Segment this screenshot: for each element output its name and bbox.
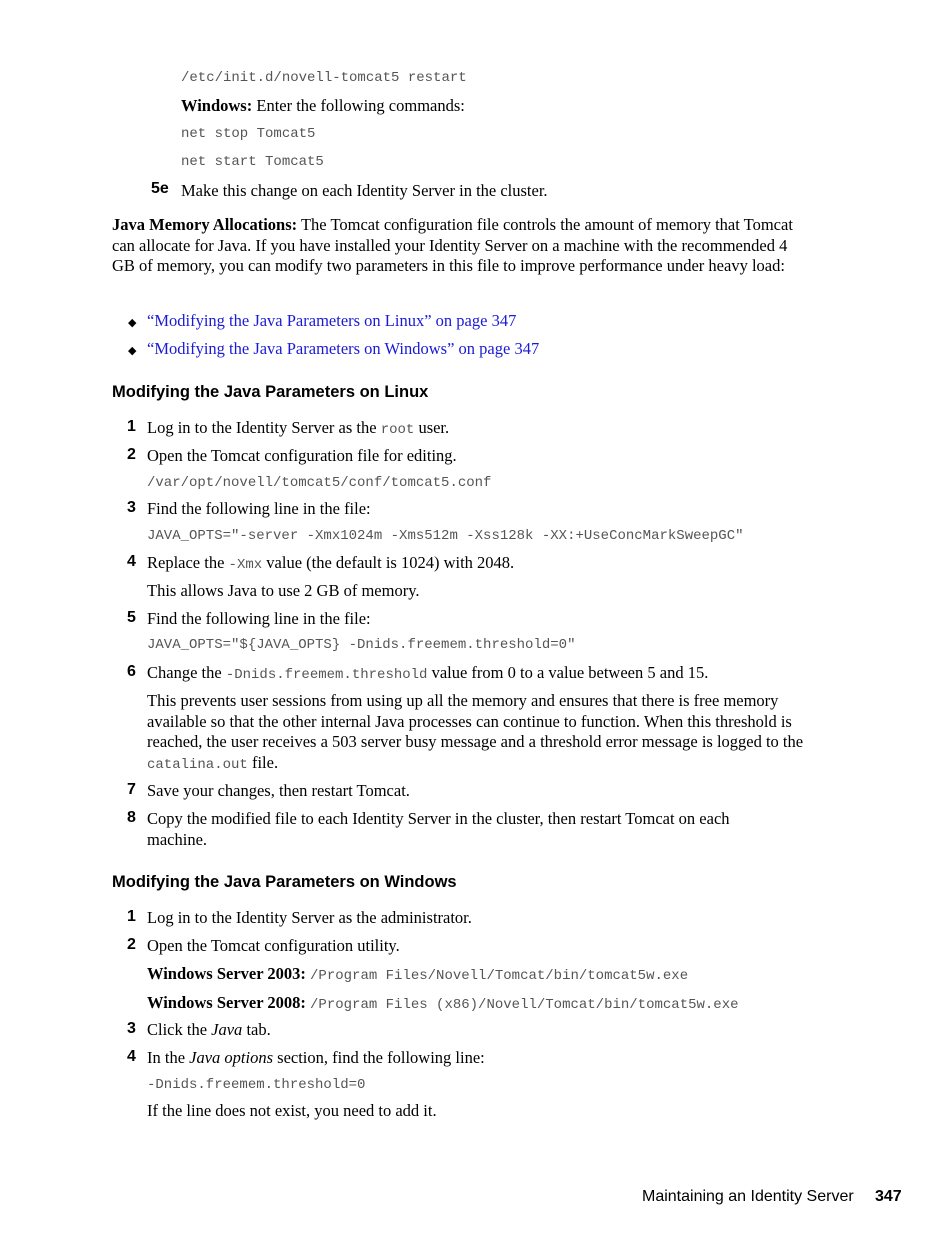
- step-text: Save your changes, then restart Tomcat.: [147, 781, 410, 800]
- step-number: 2: [127, 936, 136, 953]
- footer-title: Maintaining an Identity Server: [642, 1188, 854, 1205]
- code-line: JAVA_OPTS="-server -Xmx1024m -Xms512m -Xss128k -XX:+UseConcMarkSweepGC": [147, 528, 744, 544]
- step-number: 6: [127, 663, 136, 680]
- inline-code: root: [380, 422, 415, 438]
- memory-label: Java Memory Allocations:: [112, 215, 298, 234]
- bullet-list-item: [128, 311, 136, 333]
- memory-paragraph: Java Memory Allocations: The Tomcat configuration file controls the amount of memory that Tomcat can allocate for Java. If you have installed your Identity Server on a machine with the recommended 4 GB of memory, you can modify two parameters in this file to improve performance under heavy load:: [112, 215, 793, 275]
- step-number: 4: [127, 553, 136, 570]
- step-text: Click the Java tab.: [147, 1020, 271, 1039]
- section-heading-linux: Modifying the Java Parameters on Linux: [112, 383, 429, 401]
- link-windows-section[interactable]: “Modifying the Java Parameters on Windows” on page 347: [147, 339, 540, 358]
- inline-code: -Dnids.freemem.threshold: [225, 667, 428, 683]
- windows-2008-path: Windows Server 2008: /Program Files (x86)/Novell/Tomcat/bin/tomcat5w.exe: [147, 993, 739, 1013]
- link-linux-section[interactable]: “Modifying the Java Parameters on Linux” on page 347: [147, 311, 517, 330]
- step-number: 3: [127, 1020, 136, 1037]
- step-text: Find the following line in the file:: [147, 499, 371, 518]
- step-number: 2: [127, 446, 136, 463]
- net-start-command: net start Tomcat5: [181, 154, 324, 170]
- windows-instruction: Windows: Enter the following commands:: [181, 96, 465, 115]
- step-text: Copy the modified file to each Identity Server in the cluster, then restart Tomcat on each machine.: [147, 809, 730, 849]
- step-number: 8: [127, 809, 136, 826]
- windows-label: Windows:: [181, 96, 253, 115]
- step-number: 5e: [151, 180, 169, 197]
- net-stop-command: net stop Tomcat5: [181, 126, 316, 142]
- step-number: 1: [127, 908, 136, 925]
- inline-code: -Xmx: [228, 557, 263, 573]
- restart-command: /etc/init.d/novell-tomcat5 restart: [181, 70, 467, 86]
- step-number: 3: [127, 499, 136, 516]
- inline-code: catalina.out: [147, 756, 248, 773]
- step-text: Change the -Dnids.freemem.threshold value from 0 to a value between 5 and 15.: [147, 663, 709, 683]
- page-number: 347: [875, 1188, 902, 1205]
- step-text: Replace the -Xmx value (the default is 1024) with 2048.: [147, 553, 515, 573]
- step-note: This prevents user sessions from using up all the memory and ensures that there is free memory available so that the other internal Java processes can continue to function. When this threshold is reached, the user receives a 503 server busy message and a threshold error message is logged to the catalina.out file.: [147, 691, 804, 773]
- section-heading-windows: Modifying the Java Parameters on Windows: [112, 873, 457, 891]
- bullet-list-item: [128, 339, 136, 361]
- step-text: Make this change on each Identity Server in the cluster.: [181, 181, 548, 200]
- step-number: 4: [127, 1048, 136, 1065]
- step-text: Log in to the Identity Server as the administrator.: [147, 908, 472, 927]
- step-number: 1: [127, 418, 136, 435]
- step-text: Open the Tomcat configuration utility.: [147, 936, 400, 955]
- step-text: Log in to the Identity Server as the root user.: [147, 418, 450, 438]
- code-line: -Dnids.freemem.threshold=0: [147, 1077, 366, 1093]
- code-line: /var/opt/novell/tomcat5/conf/tomcat5.conf: [147, 475, 492, 491]
- step-text: Open the Tomcat configuration file for editing.: [147, 446, 457, 465]
- step-text: Find the following line in the file:: [147, 609, 371, 628]
- bullet-diamond-icon: ◆: [128, 345, 137, 357]
- inline-code: /Program Files (x86)/Novell/Tomcat/bin/tomcat5w.exe: [310, 997, 739, 1013]
- step-note: If the line does not exist, you need to add it.: [147, 1101, 437, 1120]
- inline-code: /Program Files/Novell/Tomcat/bin/tomcat5w.exe: [310, 968, 689, 984]
- windows-2003-path: Windows Server 2003: /Program Files/Novell/Tomcat/bin/tomcat5w.exe: [147, 964, 689, 984]
- step-text: In the Java options section, find the following line:: [147, 1048, 485, 1067]
- bullet-diamond-icon: ◆: [128, 317, 137, 329]
- code-line: JAVA_OPTS="${JAVA_OPTS} -Dnids.freemem.threshold=0": [147, 637, 576, 653]
- step-note: This allows Java to use 2 GB of memory.: [147, 581, 420, 600]
- step-number: 5: [127, 609, 136, 626]
- step-number: 7: [127, 781, 136, 798]
